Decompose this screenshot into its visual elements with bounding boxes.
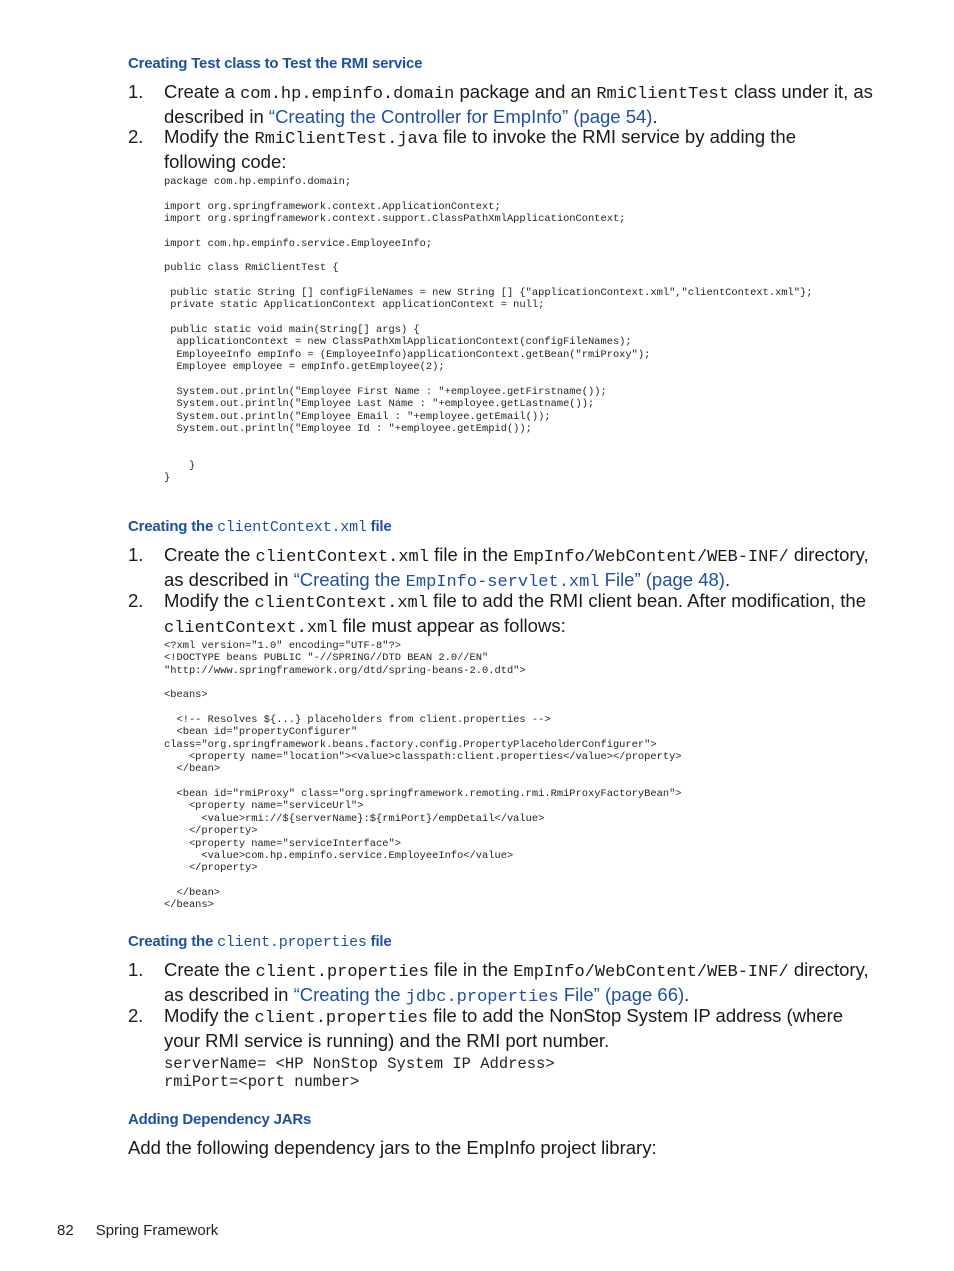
cross-reference-link[interactable]: “Creating the jdbc.properties File” (page 66): [293, 984, 685, 1007]
list-item: 2. Modify the client.properties file to add the NonStop System IP address (where your RMI service is running) and the RMI port number.: [128, 1005, 844, 1051]
code-block-properties: serverName= <HP NonStop System IP Address> rmiPort=<port number>: [164, 1055, 555, 1091]
section-heading-client-properties: Creating the client.properties file: [128, 933, 392, 951]
section-heading-dependency-jars: Adding Dependency JARs: [128, 1111, 312, 1128]
code-block-xml: <?xml version="1.0" encoding="UTF-8"?> <!DOCTYPE beans PUBLIC "-//SPRING//DTD BEAN 2.0//EN" "http://www.springframework.org/dtd/spring-beans-2.0.dtd"> <beans> <!-- Resolves ${...} placeholders from client.properties --> <bean id="propertyConfigurer" class="org.springframework.beans.factory.config.PropertyPlaceholderConfigurer"> <property name="location"><value>classpath:client.properties</value></property> </bean> <bean id="rmiProxy" class="org.springframework.remoting.rmi.RmiProxyFactoryBean"> <property name="serviceUrl"> <value>rmi://${serverName}:${rmiPort}/empDetail</value> </property> <property name="serviceInterface"> <value>com.hp.empinfo.service.EmployeeInfo</value> </property> </bean> </beans>: [164, 640, 682, 912]
inline-code: clientContext.xml: [254, 594, 428, 613]
inline-code: RmiClientTest.java: [254, 130, 439, 149]
page-footer: [57, 1222, 218, 1239]
code-block-java: package com.hp.empinfo.domain; import org.springframework.context.ApplicationContext; import org.springframework.context.support.ClassPathXmlApplicationContext; import com.hp.empinfo.service.EmployeeInfo; public class RmiClientTest { public static String [] configFileNames = new String [] {"applicationContext.xml","clientContext.xml"}; private static ApplicationContext applicationContext = null; public static void main(String[] args) { applicationContext = new ClassPathXmlApplicationContext(configFileNames); EmployeeInfo empInfo = (EmployeeInfo)applicationContext.getBean("rmiProxy"); Employee employee = empInfo.getEmployee(2); System.out.println("Employee First Name : "+employee.getFirstname()); System.out.println("Employee Last Name : "+employee.getLastname()); System.out.println("Employee Email : "+employee.getEmail()); System.out.println("Employee Id : "+employee.getEmpid()); } }: [164, 176, 813, 485]
list-item: 1. Create a com.hp.empinfo.domain package and an RmiClientTest class under it, as described in “Creating the Controller for EmpInfo” (page 54).: [128, 81, 873, 127]
inline-code: clientContext.xml: [164, 619, 338, 638]
list-item: 1. Create the clientContext.xml file in the EmpInfo/WebContent/WEB-INF/ directory, as described in “Creating the EmpInfo-servlet.xml File” (page 48).: [128, 544, 869, 592]
inline-code: client.properties: [255, 963, 429, 982]
inline-code: EmpInfo/WebContent/WEB-INF/: [513, 963, 789, 982]
cross-reference-link[interactable]: “Creating the Controller for EmpInfo” (page 54): [268, 106, 653, 127]
paragraph: Add the following dependency jars to the EmpInfo project library:: [128, 1137, 657, 1158]
cross-reference-link[interactable]: “Creating the EmpInfo-servlet.xml File” (page 48): [293, 569, 725, 592]
section-heading-client-context: Creating the clientContext.xml file: [128, 518, 392, 536]
list-item: 1. Create the client.properties file in the EmpInfo/WebContent/WEB-INF/ directory, as described in “Creating the jdbc.properties File” (page 66).: [128, 959, 869, 1007]
inline-code: com.hp.empinfo.domain: [240, 85, 455, 104]
footer-title: Spring Framework: [95, 1222, 219, 1239]
inline-code: clientContext.xml: [255, 548, 429, 567]
inline-code: client.properties: [254, 1009, 428, 1028]
inline-code: RmiClientTest: [596, 85, 729, 104]
inline-code: EmpInfo/WebContent/WEB-INF/: [513, 548, 789, 567]
list-item: 2. Modify the clientContext.xml file to add the RMI client bean. After modification, the clientContext.xml file must appear as follows:: [128, 590, 867, 638]
list-item: 2. Modify the RmiClientTest.java file to invoke the RMI service by adding the following code:: [128, 126, 796, 172]
page-number: 82: [57, 1222, 74, 1239]
section-heading-rmi-test: Creating Test class to Test the RMI service: [128, 55, 423, 72]
